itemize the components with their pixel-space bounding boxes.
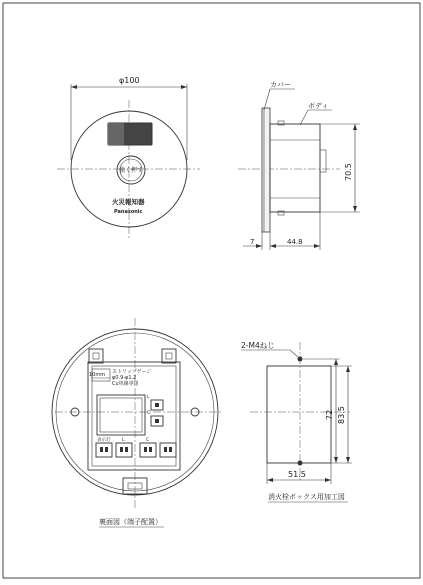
- box-cutout-view: [241, 341, 352, 502]
- left-dim-label: 7: [250, 238, 255, 246]
- screw-hole-bottom: [298, 461, 303, 466]
- strip-text-1: ストリップゲージ: [112, 369, 152, 375]
- terminal-label-indicator: 表示灯: [97, 438, 111, 443]
- button-label: 強く押す: [119, 167, 144, 174]
- box-view-caption: 消火栓ボックス用加工図: [268, 493, 345, 501]
- strip-text-2: φ0.9-φ1.2: [112, 375, 137, 381]
- height-dim-label: 70.5: [344, 163, 353, 181]
- terminal-strip: [96, 443, 176, 457]
- terminal-label-l: L: [122, 438, 125, 443]
- cutout-rectangle: [267, 366, 331, 463]
- terminal-label-right-1: L: [147, 395, 150, 400]
- strip-text-3: Cu単線専用: [112, 381, 139, 387]
- terminal-label-right-2: C: [147, 411, 151, 416]
- strip-gauge-label: 10mm: [89, 372, 106, 378]
- cover-label: カバー: [270, 81, 291, 89]
- front-view: [57, 76, 200, 240]
- screw-label: 2-M4ねじ: [241, 341, 275, 350]
- body-block: [270, 124, 320, 212]
- brand-label: Panasonic: [114, 209, 143, 215]
- inner-height-label: 72: [325, 409, 334, 420]
- sheet-border: [3, 3, 420, 578]
- side-view: [238, 81, 360, 250]
- rear-view-caption: 裏面図（端子配置）: [99, 518, 162, 526]
- width-dim-label: 51.5: [288, 470, 306, 479]
- cover-plate: [262, 108, 270, 232]
- outer-height-label: 83.5: [337, 406, 346, 424]
- body-label: ボディ: [308, 102, 329, 110]
- rear-view: [52, 318, 222, 527]
- diameter-label: φ100: [119, 76, 140, 85]
- circuit-module: [97, 395, 145, 435]
- depth-dim-label: 44.8: [287, 238, 303, 246]
- product-label: 火災報知器: [112, 198, 145, 206]
- terminal-label-c: C: [146, 438, 150, 443]
